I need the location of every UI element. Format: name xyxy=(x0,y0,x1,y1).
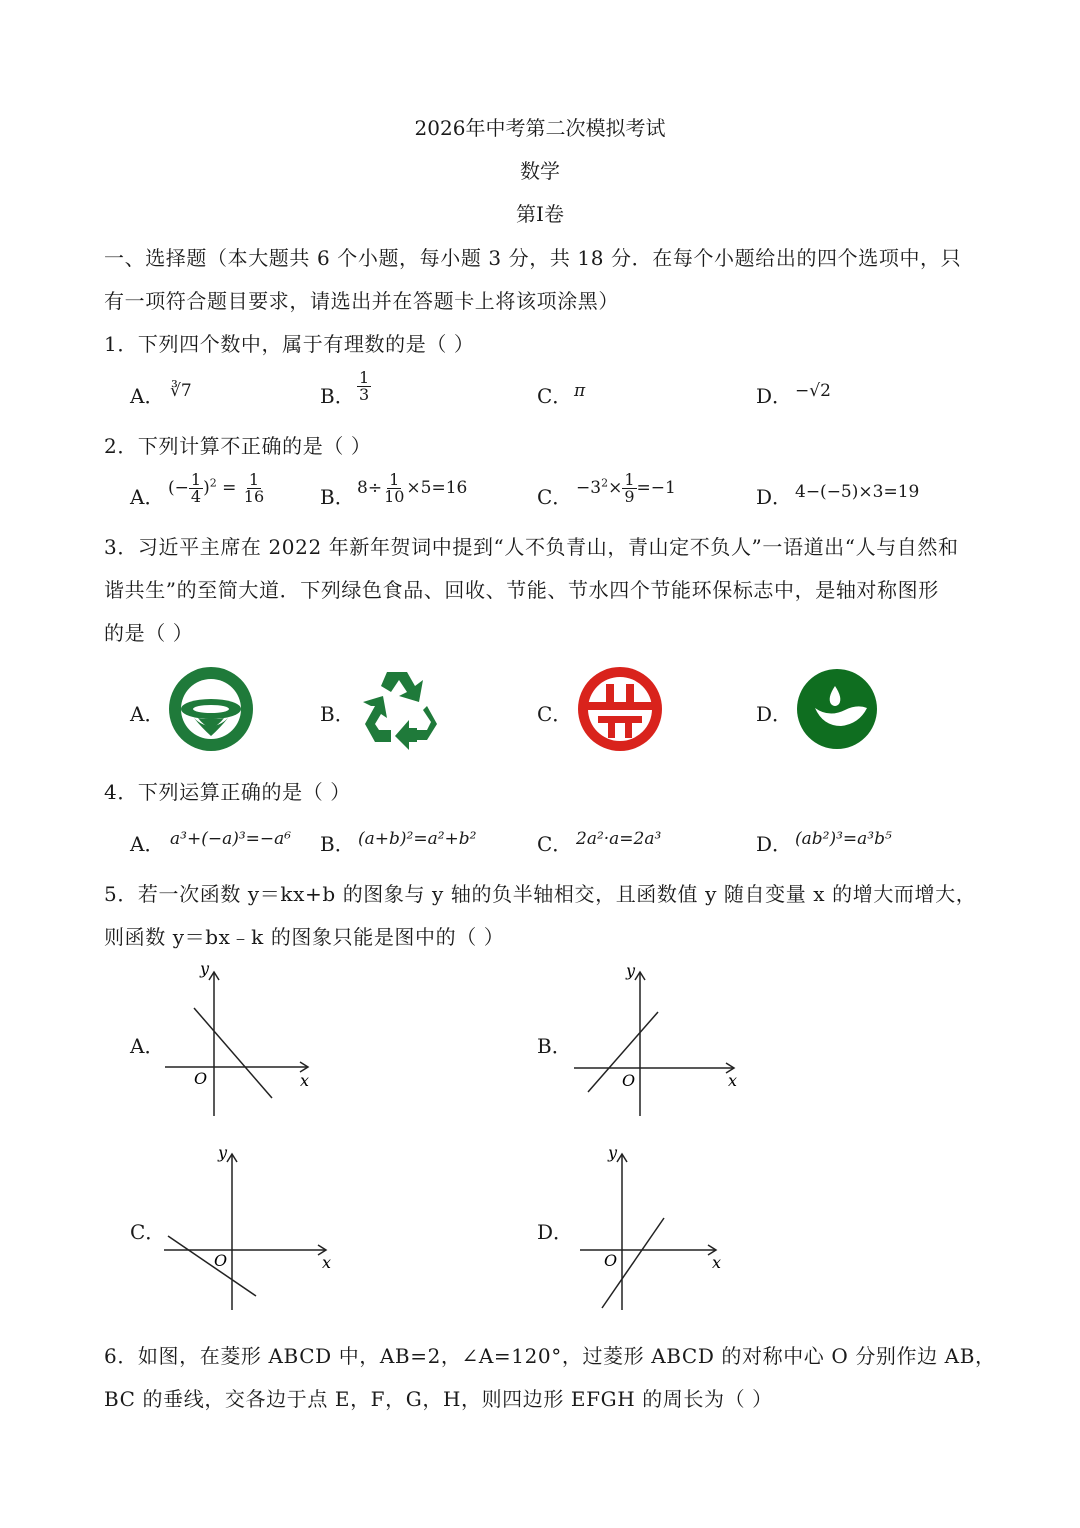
volume-title: 第Ⅰ卷 xyxy=(516,202,564,226)
q2-a-left: (− xyxy=(168,478,189,498)
q5-option-a-label: A． xyxy=(130,1034,165,1058)
q5-line2: 则函数 y＝bx﹣k 的图象只能是图中的（ ） xyxy=(104,925,505,949)
q2-a-eq: = xyxy=(222,478,237,498)
q1-option-d-label: D． xyxy=(756,384,793,408)
q1-option-a-label: A． xyxy=(130,384,165,408)
q2-a-rden: 16 xyxy=(243,487,265,506)
q5-option-b-label: B． xyxy=(537,1034,572,1058)
q2-c-num: 1 xyxy=(624,470,635,489)
q3-line2: 谐共生”的至简大道．下列绿色食品、回收、节能、节水四个节能环保标志中，是轴对称图形 xyxy=(104,578,939,602)
q5-b-x-label: x xyxy=(728,1071,738,1090)
q2-stem: 2．下列计算不正确的是（ ） xyxy=(104,434,372,458)
q2-option-b-label: B． xyxy=(320,485,355,509)
q5-graph-b xyxy=(570,958,745,1122)
green-food-logo-icon xyxy=(168,666,254,756)
recycle-logo-icon xyxy=(357,666,445,754)
q2-c-pre: −3 xyxy=(576,478,602,498)
q3-option-a-label: A． xyxy=(130,702,165,726)
q5-d-y-label: y xyxy=(608,1143,618,1162)
q5-c-origin-label: O xyxy=(214,1251,228,1270)
q5-option-c-label: C． xyxy=(130,1220,166,1244)
q5-a-y-label: y xyxy=(200,959,210,978)
q4-option-c: 2a²·a=2a³ xyxy=(576,829,662,849)
q6-line2: BC 的垂线，交各边于点 E，F，G，H，则四边形 EFGH 的周长为（ ） xyxy=(104,1387,773,1411)
q4-option-b: (a+b)²=a²+b² xyxy=(358,829,477,849)
q2-a-right: ) xyxy=(203,478,210,498)
q5-graph-d xyxy=(576,1140,736,1312)
q1-option-b xyxy=(357,370,371,403)
q6-line1: 6．如图，在菱形 ABCD 中，AB=2，∠A=120°，过菱形 ABCD 的对称中心 O 分别作边 AB， xyxy=(104,1344,996,1368)
water-saving-logo-icon xyxy=(795,668,879,754)
q5-option-d-label: D． xyxy=(537,1220,574,1244)
page-title: 2026年中考第二次模拟考试 xyxy=(414,116,666,140)
q2-a-num: 1 xyxy=(190,470,202,489)
q2-option-c xyxy=(576,472,676,505)
q2-c-post: =−1 xyxy=(636,478,676,498)
q1-stem: 1．下列四个数中，属于有理数的是（ ） xyxy=(104,332,475,356)
q5-d-x-label: x xyxy=(712,1253,722,1272)
q5-d-origin-label: O xyxy=(604,1251,618,1270)
q5-c-y-label: y xyxy=(218,1143,228,1162)
section-intro-line2: 有一项符合题目要求，请选出并在答题卡上将该项涂黑） xyxy=(104,289,619,313)
q5-a-origin-label: O xyxy=(194,1069,208,1088)
q4-stem: 4．下列运算正确的是（ ） xyxy=(104,780,351,804)
q5-graph-c xyxy=(160,1140,340,1312)
q5-graph-a xyxy=(160,958,320,1122)
q2-c-mid: × xyxy=(608,478,623,498)
q5-line1: 5．若一次函数 y＝kx+b 的图象与 y 轴的负半轴相交，且函数值 y 随自变量 x 的增大而增大， xyxy=(104,882,977,906)
q3-option-b-label: B． xyxy=(320,702,355,726)
q5-b-origin-label: O xyxy=(622,1071,636,1090)
q4-option-b-label: B． xyxy=(320,832,355,856)
q1-option-c: π xyxy=(574,381,586,401)
q2-a-den: 4 xyxy=(190,487,202,506)
q4-option-d-label: D． xyxy=(756,832,793,856)
q2-option-a xyxy=(168,472,266,505)
q4-option-a: a³+(−a)³=−a⁶ xyxy=(170,829,292,849)
q3-line1: 3．习近平主席在 2022 年新年贺词中提到“人不负青山，青山定不负人”一语道出“人与自然和 xyxy=(104,535,959,559)
q2-a-exp: 2 xyxy=(209,476,217,490)
energy-saving-logo-icon xyxy=(576,666,664,756)
q1-option-d: −√2 xyxy=(795,381,831,401)
q2-option-a-label: A． xyxy=(130,485,165,509)
q3-option-d-label: D． xyxy=(756,702,793,726)
q2-c-den: 9 xyxy=(624,487,635,506)
q1-option-a: ∛7 xyxy=(170,381,192,401)
subject-title: 数学 xyxy=(520,159,560,183)
q4-option-d: (ab²)³=a³b⁵ xyxy=(795,829,892,849)
q1-option-c-label: C． xyxy=(537,384,573,408)
q3-line3: 的是（ ） xyxy=(104,621,194,645)
q2-option-b xyxy=(357,472,467,505)
q1-b-numerator: 1 xyxy=(359,368,370,387)
q2-option-d: 4−(−5)×3=19 xyxy=(795,482,920,502)
q5-c-x-label: x xyxy=(322,1253,332,1272)
q2-b-den: 10 xyxy=(384,487,405,506)
q4-option-c-label: C． xyxy=(537,832,573,856)
q2-b-num: 1 xyxy=(389,470,400,489)
q2-c-exp: 2 xyxy=(601,476,609,490)
q4-option-a-label: A． xyxy=(130,832,165,856)
q5-b-y-label: y xyxy=(626,961,636,980)
q2-b-pre: 8÷ xyxy=(357,478,383,498)
q1-b-denominator: 3 xyxy=(359,385,370,404)
q3-option-c-label: C． xyxy=(537,702,573,726)
q1-option-b-label: B． xyxy=(320,384,355,408)
q2-b-post: ×5=16 xyxy=(406,478,468,498)
q2-a-rnum: 1 xyxy=(248,470,260,489)
q5-a-x-label: x xyxy=(300,1071,310,1090)
q2-option-d-label: D． xyxy=(756,485,793,509)
q2-option-c-label: C． xyxy=(537,485,573,509)
section-intro-line1: 一、选择题（本大题共 6 个小题，每小题 3 分，共 18 分．在每个小题给出的四个选项中，只 xyxy=(104,246,962,270)
